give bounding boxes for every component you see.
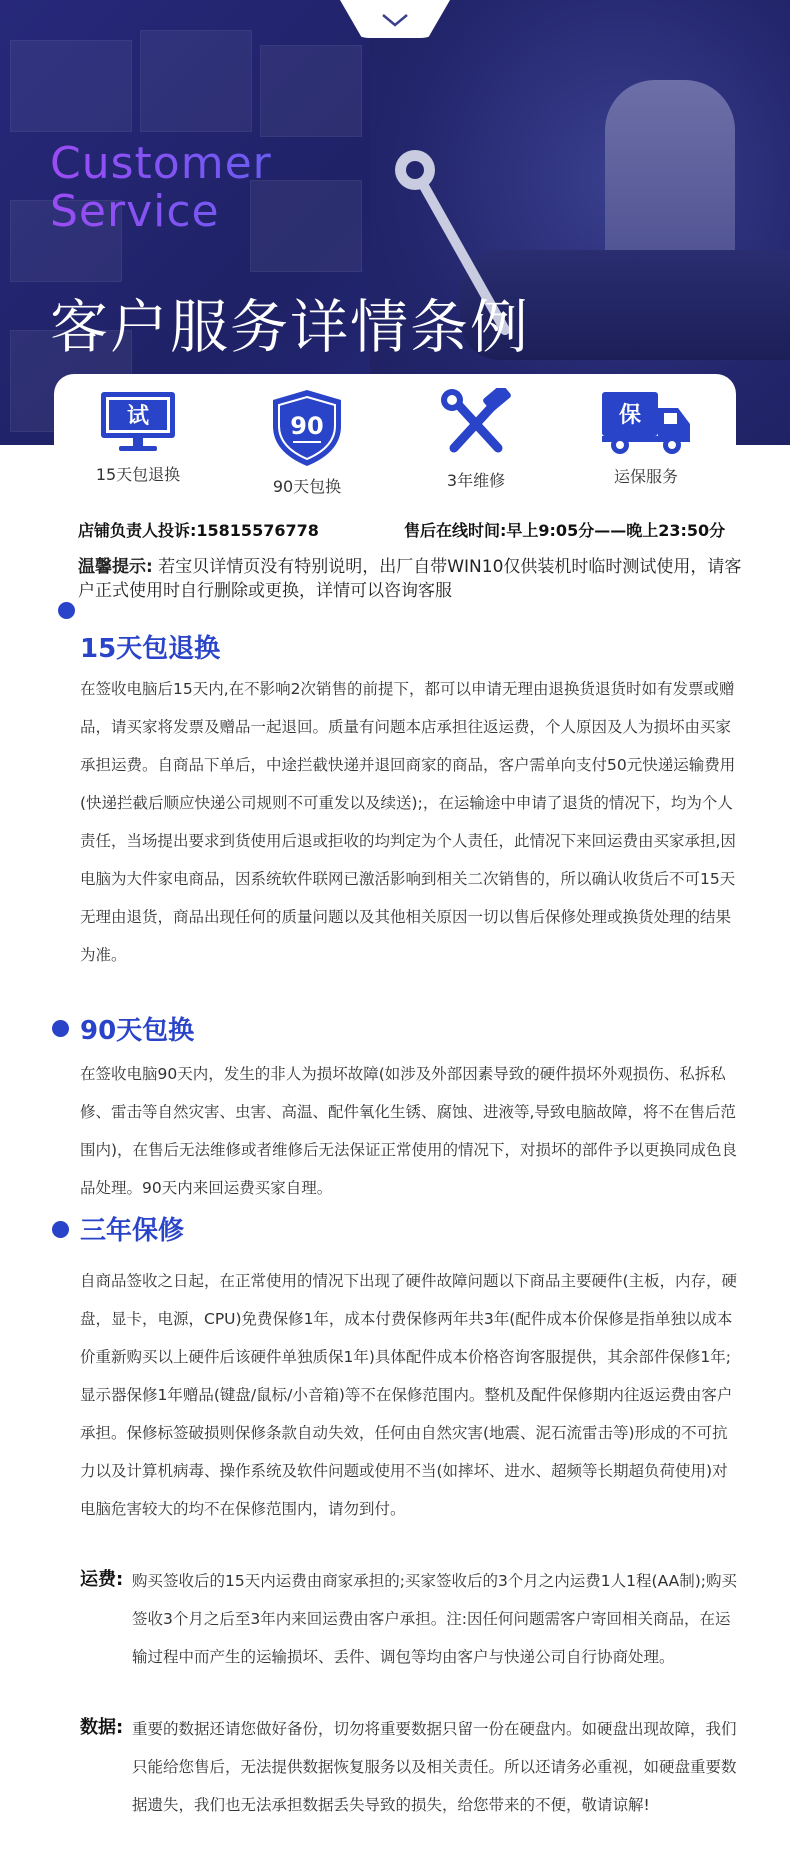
page-title: 客户服务详情条例 — [50, 293, 531, 361]
truck-bao-icon — [598, 388, 694, 458]
warm-tip — [78, 555, 758, 603]
svg-text:保: 保 — [618, 403, 642, 428]
section-bullet — [52, 1020, 69, 1037]
section-body-15-day: 在签收电脑后15天内,在不影响2次销售的前提下，都可以申请无理由退换货退货时如有发票或赠品，请买家将发票及赠品一起退回。质量有问题本店承担往返运费，个人原因及人为损坏由买家承担运费。自商品下单后，中途拦截快递并退回商家的商品，客户需单向支付50元快递运输费用(快递拦截后顺应快递公司规则不可重发以及续送);，在运输途中申请了退货的情况下，均为个人责任，当场提出要求到货使用后退或拒收的均判定为个人责任，此情况下来回运费由买家承担,因电脑为大件家电商品，因系统软件联网已激活影响到相关二次销售的，所以确认收货后不可15天无理由退货，商品出现任何的质量问题以及其他相关原因一切以售后保修处理或换货处理的结果为准。 — [80, 680, 736, 964]
service-3-year-repair[interactable] — [406, 388, 546, 491]
data-label: 数据: — [80, 1717, 124, 1738]
svg-text:试: 试 — [126, 404, 150, 429]
service-90-day-exchange[interactable] — [237, 388, 377, 497]
section-bullet — [52, 1221, 69, 1238]
section-body-90-day: 在签收电脑90天内，发生的非人为损坏故障(如涉及外部因素导致的硬件损坏外观损伤、私拆私修、雷击等自然灾害、虫害、高温、配件氧化生锈、腐蚀、进液等,导致电脑故障，将不在售后范围内)，在售后无法维修或者维修后无法保证正常使用的情况下，对损坏的部件予以更换同成色良品处理。90天内来回运费买家自理。 — [80, 1065, 738, 1197]
service-label: 90天包换 — [272, 477, 342, 496]
shipping-label: 运费: — [80, 1569, 124, 1590]
section-body-3-year: 自商品签收之日起，在正常使用的情况下出现了硬件故障问题以下商品主要硬件(主板，内存，硬盘，显卡，电源，CPU)免费保修1年，成本付费保修两年共3年(配件成本价保修是指单独以成本价重新购买以上硬件后该硬件单独质保1年)具体配件成本价格咨询客服提供，其余部件保修1年;显示器保修1年赠品(键盘/鼠标/小音箱)等不在保修范围内。整机及配件保修期内往返运费由客户承担。保修标签破损则保修条款自动失效，任何由自然灾害(地震、泥石流雷击等)形成的不可抗力以及计算机病毒、操作系统及软件问题或使用不当(如摔坏、进水、超频等长期超负荷使用)对电脑危害较大的均不在保修范围内，请勿到付。 — [80, 1272, 738, 1518]
service-15-day-return[interactable] — [68, 388, 208, 485]
tip-text: 若宝贝详情页没有特别说明，出厂自带WIN10仅供装机时临时测试使用，请客户正式使用时自行删除或更换，详情可以咨询客服 — [78, 557, 742, 601]
section-heading-90-day: 90天包换 — [80, 1016, 195, 1046]
monitor-try-icon — [95, 388, 181, 456]
title-en: Customer Service — [50, 138, 272, 237]
service-hours: 售后在线时间:早上9:05分——晚上23:50分 — [404, 521, 726, 540]
service-shipping-insurance[interactable] — [576, 388, 716, 487]
tools-icon — [438, 388, 514, 456]
tip-label: 温馨提示: — [78, 557, 153, 577]
section-heading-3-year: 三年保修 — [80, 1216, 185, 1246]
service-label: 15天包退换 — [95, 465, 181, 484]
complaint-contact: 店铺负责人投诉:15815576778 — [78, 521, 319, 540]
section-heading-15-day: 15天包退换 — [80, 634, 221, 664]
svg-text:90: 90 — [290, 412, 324, 440]
section-bullet — [58, 602, 75, 619]
shipping-body: 购买签收后的15天内运费由商家承担的;买家签收后的3个月之内运费1人1程(AA制);购买签收3个月之后至3年内来回运费由客户承担。注:因任何问题需客户寄回相关商品，在运输过程中而产生的运输损坏、丢件、调包等均由客户与快递公司自行协商处理。 — [132, 1572, 737, 1666]
data-body: 重要的数据还请您做好备份，切勿将重要数据只留一份在硬盘内。如硬盘出现故障，我们只能给您售后，无法提供数据恢复服务以及相关责任。所以还请务必重视，如硬盘重要数据遗失，我们也无法承担数据丢失导致的损失，给您带来的不便，敬请谅解! — [132, 1720, 737, 1814]
service-label: 3年维修 — [446, 471, 506, 490]
chevron-down-icon[interactable] — [380, 10, 410, 30]
shield-90-icon — [269, 388, 345, 468]
service-label: 运保服务 — [613, 467, 678, 486]
